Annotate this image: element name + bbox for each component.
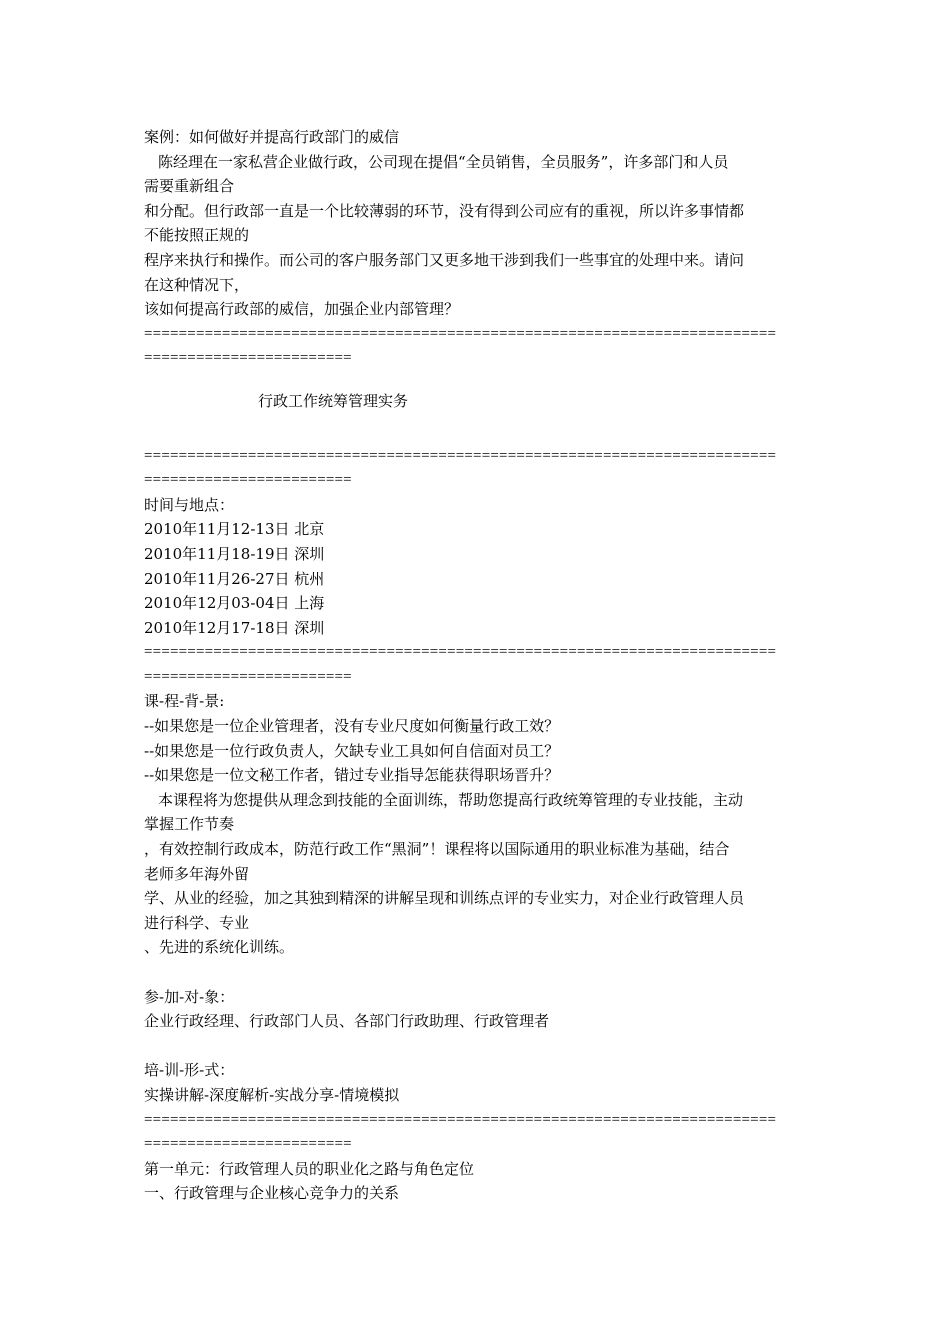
background-paragraph-line: 、先进的系统化训练。 xyxy=(144,938,295,957)
separator-rule: ========================================================================= xyxy=(144,447,777,464)
background-heading: 课-程-背-景: xyxy=(144,692,225,711)
separator-rule: ========================================================================= xyxy=(144,325,777,342)
background-question: --如果您是一位企业管理者，没有专业尺度如何衡量行政工效？ xyxy=(144,717,560,736)
separator-rule: ======================== xyxy=(144,350,352,367)
unit-title: 第一单元：行政管理人员的职业化之路与角色定位 xyxy=(144,1159,475,1178)
audience-text: 企业行政经理、行政部门人员、各部门行政助理、行政管理者 xyxy=(144,1012,550,1031)
background-paragraph-line: 掌握工作节奏 xyxy=(144,815,235,834)
background-paragraph-line: 老师多年海外留 xyxy=(144,864,250,883)
case-paragraph-line: 该如何提高行政部的威信，加强企业内部管理？ xyxy=(144,300,460,319)
background-paragraph-line: 本课程将为您提供从理念到技能的全面训练，帮助您提高行政统筹管理的专业技能，主动 xyxy=(158,790,744,809)
separator-rule: ========================================================================= xyxy=(144,644,777,661)
separator-rule: ======================== xyxy=(144,472,352,489)
audience-heading: 参-加-对-象： xyxy=(144,987,235,1006)
background-paragraph-line: ，有效控制行政成本，防范行政工作“黑洞”！课程将以国际通用的职业标准为基础，结合 xyxy=(144,840,730,859)
background-question: --如果您是一位文秘工作者，错过专业指导怎能获得职场晋升？ xyxy=(144,766,560,785)
background-paragraph-line: 学、从业的经验，加之其独到精深的讲解呈现和训练点评的专业实力，对企业行政管理人员 xyxy=(144,889,745,908)
schedule-item: 2010年11月26-27日 杭州 xyxy=(144,569,325,588)
case-paragraph-line: 不能按照正规的 xyxy=(144,226,250,245)
schedule-item: 2010年11月18-19日 深圳 xyxy=(144,544,325,563)
case-paragraph-line: 陈经理在一家私营企业做行政，公司现在提倡“全员销售，全员服务”，许多部门和人员 xyxy=(158,152,729,171)
case-title: 案例：如何做好并提高行政部门的威信 xyxy=(144,128,400,146)
background-question: --如果您是一位行政负责人，欠缺专业工具如何自信面对员工？ xyxy=(144,741,560,760)
case-paragraph-line: 程序来执行和操作。而公司的客户服务部门又更多地干涉到我们一些事宜的处理中来。请问 xyxy=(144,250,745,269)
schedule-item: 2010年12月17-18日 深圳 xyxy=(144,618,325,637)
background-paragraph-line: 进行科学、专业 xyxy=(144,913,250,932)
schedule-heading: 时间与地点： xyxy=(144,495,235,514)
format-heading: 培-训-形-式： xyxy=(144,1061,235,1080)
separator-rule: ======================== xyxy=(144,668,352,685)
case-paragraph-line: 和分配。但行政部一直是一个比较薄弱的环节，没有得到公司应有的重视，所以许多事情都 xyxy=(144,201,745,220)
format-text: 实操讲解-深度解析-实战分享-情境模拟 xyxy=(144,1085,400,1104)
case-paragraph-line: 需要重新组合 xyxy=(144,177,235,196)
unit-item: 一、行政管理与企业核心竞争力的关系 xyxy=(144,1184,400,1203)
separator-rule: ========================================================================= xyxy=(144,1111,777,1128)
course-title: 行政工作统筹管理实务 xyxy=(258,391,409,410)
schedule-item: 2010年12月03-04日 上海 xyxy=(144,594,325,613)
separator-rule: ======================== xyxy=(144,1136,352,1153)
schedule-item: 2010年11月12-13日 北京 xyxy=(144,520,325,539)
case-paragraph-line: 在这种情况下， xyxy=(144,275,250,294)
document-page xyxy=(144,125,814,1206)
